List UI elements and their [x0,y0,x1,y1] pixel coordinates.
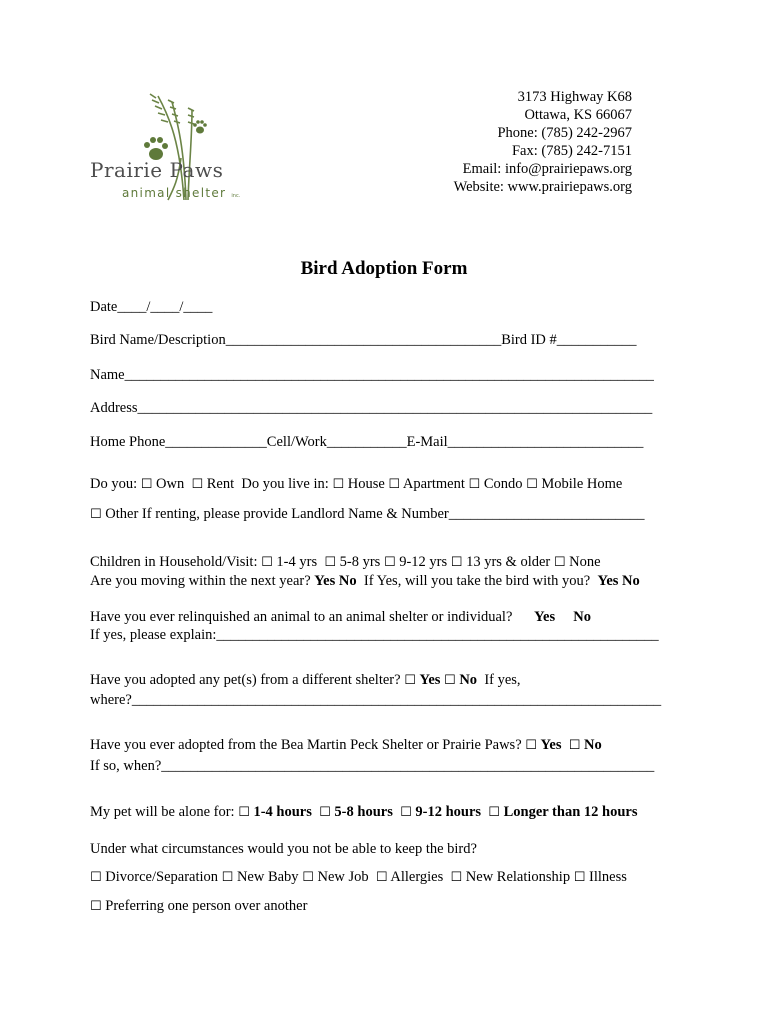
new-baby-checkbox[interactable]: ☐ [221,870,234,885]
alone-12-plus-checkbox[interactable]: ☐ [488,805,500,820]
contact-phone: Phone: (785) 242-2967 [497,125,632,141]
moving-row: Are you moving within the next year? Yes No If Yes, will you take the bird with you? Yes No [90,573,640,589]
adopted-other-row: Have you adopted any pet(s) from a different shelter? ☐ Yes ☐ No If yes, [90,672,521,688]
bea-martin-when-field[interactable]: If so, when?____________________________________________________________________ [90,758,655,774]
alone-1-4-checkbox[interactable]: ☐ [238,805,250,820]
illness-checkbox[interactable]: ☐ [573,870,586,885]
other-landlord-row: ☐ Other If renting, please provide Landlord Name & Number___________________________ [90,506,645,522]
allergies-checkbox[interactable]: ☐ [375,870,388,885]
relinquished-row: Have you ever relinquished an animal to an animal shelter or individual? Yes No [90,609,591,625]
contact-email: Email: info@prairiepaws.org [462,161,632,177]
children-row: Children in Household/Visit: ☐ 1-4 yrs ☐ 5-8 yrs ☐ 9-12 yrs ☐ 13 yrs & older ☐ None [90,554,601,570]
children-9-12-checkbox[interactable]: ☐ [383,555,396,570]
paw-print-icon [144,137,168,160]
date-field[interactable]: Date____/____/____ [90,299,213,315]
bea-martin-row: Have you ever adopted from the Bea Martin Peck Shelter or Prairie Paws? ☐ Yes ☐ No [90,737,602,753]
contact-city: Ottawa, KS 66067 [524,107,632,123]
wheat-icon [150,94,194,200]
phone-email-fields[interactable]: Home Phone______________Cell/Work___________E-Mail___________________________ [90,434,644,450]
relinquished-yes[interactable]: Yes [534,609,556,625]
rent-checkbox[interactable]: ☐ [191,477,204,492]
address-field[interactable]: Address_______________________________________________________________________ [90,400,653,416]
children-none-checkbox[interactable]: ☐ [553,555,566,570]
house-checkbox[interactable]: ☐ [332,477,345,492]
bird-name-id-field[interactable]: Bird Name/Description______________________________________Bird ID #___________ [90,332,637,348]
divorce-checkbox[interactable]: ☐ [90,870,102,885]
landlord-field[interactable]: If renting, please provide Landlord Name & Number___________________________ [141,506,645,522]
children-1-4-checkbox[interactable]: ☐ [261,555,273,570]
preferring-checkbox[interactable]: ☐ [90,899,102,914]
logo-name: Prairie Paws [90,158,224,182]
paw-print-small-icon [193,120,207,133]
alone-5-8-checkbox[interactable]: ☐ [319,805,331,820]
moving-no[interactable]: No [338,573,357,589]
own-checkbox[interactable]: ☐ [140,477,153,492]
take-bird-no[interactable]: No [622,573,640,589]
adopted-other-no-checkbox[interactable]: ☐ [444,673,456,688]
alone-row: My pet will be alone for: ☐ 1-4 hours ☐ 5-8 hours ☐ 9-12 hours ☐ Longer than 12 hours [90,804,638,820]
contact-website: Website: www.prairiepaws.org [453,179,632,195]
relinquished-no[interactable]: No [573,609,591,625]
preferring-row: ☐ Preferring one person over another [90,898,308,914]
bea-martin-yes-checkbox[interactable]: ☐ [525,738,537,753]
adopted-where-field[interactable]: where?_________________________________________________________________________ [90,692,662,708]
adopted-other-yes-checkbox[interactable]: ☐ [404,673,416,688]
bea-martin-no-checkbox[interactable]: ☐ [568,738,581,753]
housing-row: Do you: ☐ Own ☐ Rent Do you live in: ☐ House ☐ Apartment ☐ Condo ☐ Mobile Home [90,476,623,492]
relinquished-explain-field[interactable]: If yes, please explain:_____________________________________________________________ [90,627,659,643]
name-field[interactable]: Name_________________________________________________________________________ [90,367,654,383]
contact-block [454,88,632,196]
moving-yes[interactable]: Yes [314,573,336,589]
form-title: Bird Adoption Form [300,258,468,279]
new-relationship-checkbox[interactable]: ☐ [450,870,463,885]
other-checkbox[interactable]: ☐ [90,507,102,522]
mobile-home-checkbox[interactable]: ☐ [526,477,538,492]
apartment-checkbox[interactable]: ☐ [388,477,401,492]
alone-9-12-checkbox[interactable]: ☐ [400,805,412,820]
condo-checkbox[interactable]: ☐ [468,477,481,492]
circumstances-question: Under what circumstances would you not be able to keep the bird? [90,841,477,857]
logo-subtitle: animal shelter inc. [122,186,241,200]
circumstances-row: ☐ Divorce/Separation ☐ New Baby ☐ New Job ☐ Allergies ☐ New Relationship ☐ Illness [90,869,627,885]
take-bird-yes[interactable]: Yes [597,573,619,589]
contact-street: 3173 Highway K68 [517,89,632,105]
children-5-8-checkbox[interactable]: ☐ [324,555,336,570]
children-13-plus-checkbox[interactable]: ☐ [450,555,463,570]
contact-fax: Fax: (785) 242-7151 [511,143,632,159]
new-job-checkbox[interactable]: ☐ [302,870,314,885]
